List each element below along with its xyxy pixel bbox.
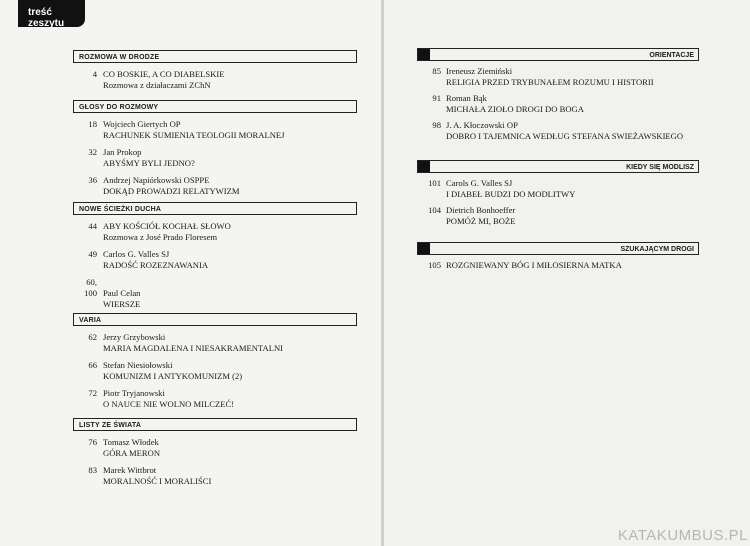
section-header: GŁOSY DO ROZMOWY [73,100,357,113]
page-number: 83 [88,465,97,475]
header-block-marker [418,161,430,172]
toc-section [73,50,357,91]
page-number: 101 [428,178,441,188]
section-header: ROZMOWA W DRODZE [73,50,357,63]
entry-author: Marek Wittbrot [103,465,157,475]
toc-section [417,242,699,271]
page-number: 76 [88,437,97,447]
toc-entry[interactable] [73,437,357,459]
toc-entry[interactable] [73,360,357,382]
entry-title: RADOŚĆ ROZEZNAWANIA [103,260,209,270]
entry-author: Dietrich Bonhoeffer [446,205,516,215]
entry-title: ABYŚMY BYLI JEDNO? [103,158,195,168]
entry-author [103,277,357,288]
entry-title: ROZGNIEWANY BÓG I MIŁOSIERNA MATKA [446,260,622,270]
entry-author: Tomasz Włodek [103,437,159,447]
entry-author: Wojciech Giertych OP [103,119,181,129]
page-number: 36 [88,175,97,185]
toc-section [73,313,357,410]
page-number: 49 [88,249,97,259]
header-block-marker [418,243,430,254]
toc-entry[interactable] [73,69,357,91]
entry-author: J. A. Kłoczowski OP [446,120,518,130]
page-number: 85 [432,66,441,76]
toc-entry[interactable] [73,119,357,141]
entry-author: Ireneusz Ziemiński [446,66,513,76]
entry-author: Carlos G. Valles SJ [103,249,170,259]
entry-author: Stefan Niesiołowski [103,360,173,370]
entry-title: WIERSZE [103,299,141,309]
page-number: 91 [432,93,441,103]
section-header [417,160,699,173]
watermark: KATAKUMBUS.PL [617,527,748,544]
page-number: 60, 100 [84,277,97,298]
entry-author: Andrzej Napiórkowski OSPPE [103,175,210,185]
entry-title: KOMUNIZM I ANTYKOMUNIZM (2) [103,371,243,381]
entry-author: ABY KOŚCIÓŁ KOCHAŁ SŁOWO [103,221,231,231]
page-number: 104 [428,205,441,215]
entry-title: RELIGIA PRZED TRYBUNAŁEM ROZUMU I HISTORII [446,77,654,87]
entry-title: O NAUCE NIE WOLNO MILCZEĆ! [103,399,235,409]
toc-entry[interactable] [417,205,699,227]
entry-title: POMÓŻ MI, BOŻE [446,216,516,226]
toc-entry[interactable] [73,388,357,410]
toc-entry[interactable] [417,178,699,200]
page-number: 18 [88,119,97,129]
entry-title: Rozmowa z działaczami ZChN [103,80,211,90]
entry-author: Jerzy Grzybowski [103,332,166,342]
toc-entry[interactable] [417,66,699,88]
section-header-label: KIEDY SIĘ MODLISZ [626,164,694,171]
page-number: 72 [88,388,97,398]
toc-entry[interactable] [73,465,357,487]
toc-section [73,418,357,487]
entry-author: Carols G. Valles SJ [446,178,513,188]
contents-tab: treść zeszytu [18,0,85,27]
entry-author: Jan Prokop [103,147,142,157]
entry-author: Piotr Tryjanowski [103,388,165,398]
section-header: NOWE ŚCIEŻKI DUCHA [73,202,357,215]
toc-entry[interactable] [73,332,357,354]
entry-title: MORALNOŚĆ I MORALIŚCI [103,476,212,486]
toc-entry[interactable] [417,93,699,115]
entry-title: MICHAŁA ZIOŁO DROGI DO BOGA [446,104,584,114]
section-header: VARIA [73,313,357,326]
page-number: 98 [432,120,441,130]
toc-section [417,48,699,142]
page-number: 62 [88,332,97,342]
entry-title: GÓRA MERON [103,448,161,458]
toc-entry[interactable] [73,249,357,271]
section-header-label: SZUKAJĄCYM DROGI [620,246,694,253]
entry-title: RACHUNEK SUMIENIA TEOLOGII MORALNEJ [103,130,285,140]
section-header [417,48,699,61]
toc-section [417,160,699,227]
section-header [417,242,699,255]
toc-entry[interactable] [417,260,699,271]
toc-entry[interactable] [73,221,357,243]
page-number: 44 [88,221,97,231]
page-number: 105 [428,260,441,270]
page-number: 4 [92,69,97,79]
page-number: 32 [88,147,97,157]
toc-entry[interactable] [73,277,357,310]
entry-title: I DIABEŁ BUDZI DO MODLITWY [446,189,576,199]
header-block-marker [418,49,430,60]
toc-entry[interactable] [73,147,357,169]
toc-entry[interactable] [417,120,699,142]
page-number: 66 [88,360,97,370]
section-header: LISTY ZE ŚWIATA [73,418,357,431]
entry-author: Paul Celan [103,288,141,298]
entry-author: CO BOSKIE, A CO DIABELSKIE [103,69,225,79]
section-header-label: ORIENTACJE [649,52,694,59]
toc-section [73,100,357,197]
entry-title: MARIA MAGDALENA I NIESAKRAMENTALNI [103,343,284,353]
entry-title: DOKĄD PROWADZI RELATYWIZM [103,186,240,196]
entry-title: Rozmowa z José Prado Floresem [103,232,218,242]
entry-author: Roman Bąk [446,93,487,103]
toc-section [73,202,357,310]
toc-entry[interactable] [73,175,357,197]
entry-title: DOBRO I TAJEMNICA WEDŁUG STEFANA SWIEŻAWSKIEGO [446,131,684,141]
